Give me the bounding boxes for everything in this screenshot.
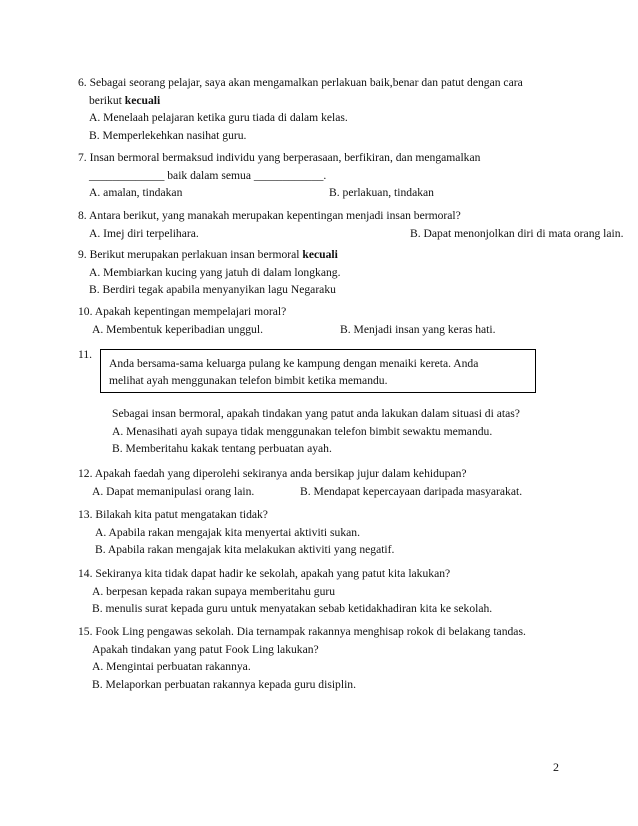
question-14	[78, 565, 578, 618]
question-9-option-b[interactable]: B. Berdiri tegak apabila menyanyikan lagu Negaraku	[89, 283, 336, 296]
question-8-stem: 8. Antara berikut, yang manakah merupakan kepentingan menjadi insan bermoral?	[78, 209, 461, 222]
question-13-option-a[interactable]: A. Apabila rakan mengajak kita menyertai aktiviti sukan.	[95, 525, 360, 539]
question-9-stem	[78, 246, 578, 264]
question-6-stem-text: berikut	[89, 93, 125, 107]
question-10	[78, 303, 578, 338]
question-12-option-a[interactable]: A. Dapat memanipulasi orang lain.	[92, 484, 255, 498]
question-7-option-b[interactable]: B. perlakuan, tindakan	[329, 186, 434, 199]
question-6-option-a[interactable]: A. Menelaah pelajaran ketika guru tiada di dalam kelas.	[89, 111, 348, 124]
question-12	[78, 465, 578, 500]
question-11-option-b[interactable]: B. Memberitahu kakak tentang perbuatan ayah.	[112, 442, 332, 455]
question-15	[78, 623, 578, 693]
question-13-option-b[interactable]: B. Apabila rakan mengajak kita melakukan aktiviti yang negatif.	[95, 543, 395, 556]
question-12-option-b[interactable]: B. Mendapat kepercayaan daripada masyarakat.	[300, 484, 523, 498]
question-6-keyword: kecuali	[124, 93, 161, 107]
question-12-options	[78, 483, 578, 501]
question-7-stem: 7. Insan bermoral bermaksud individu yang berperasaan, berfikiran, dan mengamalkan	[78, 151, 481, 164]
question-9-keyword: kecuali	[302, 248, 338, 261]
question-10-stem: 10. Apakah kepentingan mempelajari moral?	[78, 305, 287, 318]
question-9-option-a[interactable]: A. Membiarkan kucing yang jatuh di dalam longkang.	[89, 265, 341, 279]
question-13-stem: 13. Bilakah kita patut mengatakan tidak?	[78, 508, 268, 521]
question-6	[78, 74, 578, 144]
question-15-option-a[interactable]: A. Mengintai perbuatan rakannya.	[92, 660, 251, 673]
question-7-options	[78, 184, 578, 202]
question-10-option-b[interactable]: B. Menjadi insan yang keras hati.	[340, 322, 496, 336]
question-7-option-a[interactable]: A. amalan, tindakan	[89, 186, 183, 199]
question-12-stem: 12. Apakah faedah yang diperolehi sekiranya anda bersikap jujur dalam kehidupan?	[78, 467, 467, 480]
question-15-stem-cont: Apakah tindakan yang patut Fook Ling lakukan?	[92, 642, 319, 656]
question-14-stem: 14. Sekiranya kita tidak dapat hadir ke sekolah, apakah yang patut kita lakukan?	[78, 567, 451, 580]
question-9	[78, 246, 578, 299]
question-14-option-a[interactable]: A. berpesan kepada rakan supaya memberitahu guru	[92, 584, 336, 598]
question-11-scenario-box	[100, 349, 536, 393]
question-14-option-b[interactable]: B. menulis surat kepada guru untuk menyatakan sebab ketidakhadiran kita ke sekolah.	[92, 602, 493, 615]
question-11-scenario-line-1: Anda bersama-sama keluarga pulang ke kampung dengan menaiki kereta. Anda	[109, 357, 479, 370]
question-8-option-b[interactable]: B. Dapat menonjolkan diri di mata orang lain.	[410, 226, 624, 240]
question-11-option-a[interactable]: A. Menasihati ayah supaya tidak menggunakan telefon bimbit sewaktu memandu.	[112, 424, 493, 438]
question-6-stem: 6. Sebagai seorang pelajar, saya akan mengamalkan perlakuan baik,benar dan patut dengan cara	[78, 76, 523, 89]
page-number: 2	[553, 760, 559, 774]
question-15-option-b[interactable]: B. Melaporkan perbuatan rakannya kepada guru disiplin.	[92, 677, 356, 691]
question-10-options	[78, 321, 578, 339]
question-11-scenario-line-2: melihat ayah menggunakan telefon bimbit ketika memandu.	[109, 374, 388, 387]
question-8-options	[78, 225, 624, 243]
question-8	[78, 207, 624, 242]
question-10-option-a[interactable]: A. Membentuk keperibadian unggul.	[92, 322, 263, 336]
question-11	[112, 405, 612, 458]
question-15-stem: 15. Fook Ling pengawas sekolah. Dia ternampak rakannya menghisap rokok di belakang tandas.	[78, 625, 526, 638]
question-11-stem: Sebagai insan bermoral, apakah tindakan yang patut anda lakukan dalam situasi di atas?	[112, 407, 520, 420]
question-7-blanks: _____________ baik dalam semua ____________.	[89, 168, 327, 182]
question-11-label: 11.	[78, 348, 93, 361]
question-13	[78, 506, 578, 559]
question-8-option-a[interactable]: A. Imej diri terpelihara.	[89, 226, 199, 240]
question-7	[78, 149, 578, 202]
question-6-stem-cont	[78, 92, 578, 110]
question-9-stem-text: 9. Berikut merupakan perlakuan insan bermoral	[78, 248, 303, 261]
question-6-option-b[interactable]: B. Memperlekehkan nasihat guru.	[89, 128, 247, 142]
